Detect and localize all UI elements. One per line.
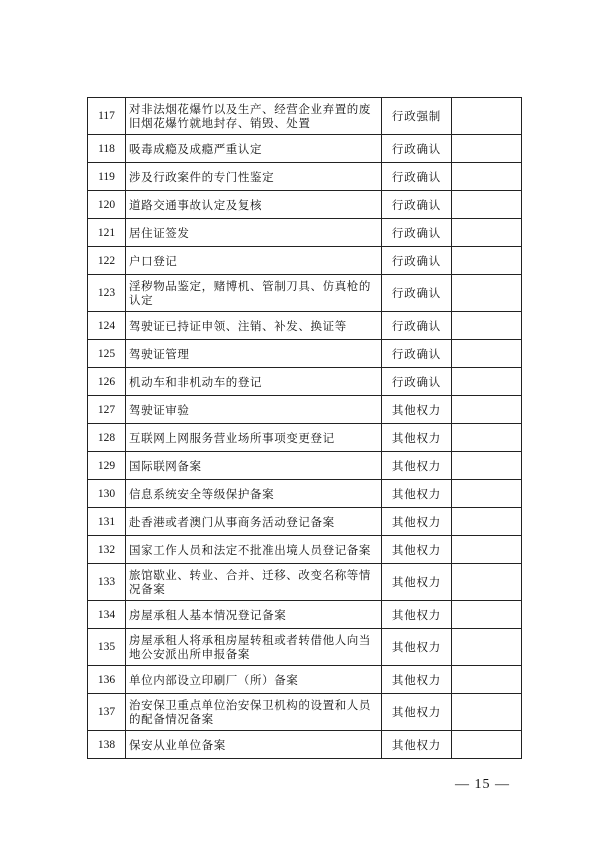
power-type: 行政确认 <box>382 219 452 247</box>
row-number: 118 <box>88 135 126 163</box>
row-number: 137 <box>88 694 126 731</box>
page-number: — 15 — <box>455 777 510 792</box>
power-type: 行政确认 <box>382 163 452 191</box>
empty-cell <box>452 396 522 424</box>
power-item-name: 国际联网备案 <box>126 452 382 480</box>
row-number: 129 <box>88 452 126 480</box>
empty-cell <box>452 275 522 312</box>
row-number: 121 <box>88 219 126 247</box>
table-row <box>88 480 522 508</box>
power-type: 其他权力 <box>382 731 452 759</box>
empty-cell <box>452 424 522 452</box>
power-type: 行政确认 <box>382 340 452 368</box>
power-item-name: 保安从业单位备案 <box>126 731 382 759</box>
empty-cell <box>452 564 522 601</box>
row-number: 132 <box>88 536 126 564</box>
table-row <box>88 368 522 396</box>
row-number: 119 <box>88 163 126 191</box>
empty-cell <box>452 508 522 536</box>
power-type: 行政确认 <box>382 312 452 340</box>
power-type: 行政确认 <box>382 247 452 275</box>
row-number: 124 <box>88 312 126 340</box>
power-item-name: 驾驶证管理 <box>126 340 382 368</box>
empty-cell <box>452 536 522 564</box>
table-row <box>88 424 522 452</box>
row-number: 133 <box>88 564 126 601</box>
row-number: 131 <box>88 508 126 536</box>
power-item-name: 对非法烟花爆竹以及生产、经营企业弃置的废旧烟花爆竹就地封存、销毁、处置 <box>126 98 382 135</box>
power-item-name: 淫秽物品鉴定，赌博机、管制刀具、仿真枪的认定 <box>126 275 382 312</box>
power-item-name: 居住证签发 <box>126 219 382 247</box>
row-number: 127 <box>88 396 126 424</box>
empty-cell <box>452 480 522 508</box>
power-item-name: 涉及行政案件的专门性鉴定 <box>126 163 382 191</box>
table-row <box>88 219 522 247</box>
empty-cell <box>452 368 522 396</box>
power-item-name: 信息系统安全等级保护备案 <box>126 480 382 508</box>
row-number: 125 <box>88 340 126 368</box>
power-type: 行政确认 <box>382 368 452 396</box>
power-item-name: 驾驶证已持证申领、注销、补发、换证等 <box>126 312 382 340</box>
empty-cell <box>452 98 522 135</box>
table-row <box>88 340 522 368</box>
row-number: 128 <box>88 424 126 452</box>
empty-cell <box>452 163 522 191</box>
empty-cell <box>452 191 522 219</box>
table-row <box>88 396 522 424</box>
table-row <box>88 135 522 163</box>
power-item-name: 吸毒成瘾及成瘾严重认定 <box>126 135 382 163</box>
table-row <box>88 536 522 564</box>
row-number: 135 <box>88 629 126 666</box>
table-row <box>88 731 522 759</box>
power-type: 其他权力 <box>382 508 452 536</box>
power-item-name: 机动车和非机动车的登记 <box>126 368 382 396</box>
empty-cell <box>452 247 522 275</box>
empty-cell <box>452 219 522 247</box>
power-type: 其他权力 <box>382 629 452 666</box>
power-type: 行政强制 <box>382 98 452 135</box>
power-item-name: 驾驶证审验 <box>126 396 382 424</box>
power-list-table <box>87 97 522 759</box>
power-item-name: 道路交通事故认定及复核 <box>126 191 382 219</box>
table-row <box>88 666 522 694</box>
table-row <box>88 601 522 629</box>
empty-cell <box>452 135 522 163</box>
empty-cell <box>452 601 522 629</box>
power-item-name: 国家工作人员和法定不批准出境人员登记备案 <box>126 536 382 564</box>
empty-cell <box>452 731 522 759</box>
empty-cell <box>452 452 522 480</box>
table-row <box>88 508 522 536</box>
empty-cell <box>452 629 522 666</box>
table-row <box>88 312 522 340</box>
table-body <box>88 98 522 759</box>
table-row <box>88 564 522 601</box>
power-type: 其他权力 <box>382 601 452 629</box>
table-row <box>88 452 522 480</box>
power-item-name: 户口登记 <box>126 247 382 275</box>
empty-cell <box>452 666 522 694</box>
power-item-name: 旅馆歇业、转业、合并、迁移、改变名称等情况备案 <box>126 564 382 601</box>
power-type: 行政确认 <box>382 275 452 312</box>
power-type: 其他权力 <box>382 424 452 452</box>
row-number: 130 <box>88 480 126 508</box>
table-row <box>88 247 522 275</box>
power-type: 其他权力 <box>382 666 452 694</box>
row-number: 134 <box>88 601 126 629</box>
row-number: 126 <box>88 368 126 396</box>
power-item-name: 治安保卫重点单位治安保卫机构的设置和人员的配备情况备案 <box>126 694 382 731</box>
table-row <box>88 98 522 135</box>
power-type: 其他权力 <box>382 452 452 480</box>
row-number: 120 <box>88 191 126 219</box>
power-type: 其他权力 <box>382 536 452 564</box>
table-row <box>88 629 522 666</box>
row-number: 117 <box>88 98 126 135</box>
row-number: 138 <box>88 731 126 759</box>
power-item-name: 互联网上网服务营业场所事项变更登记 <box>126 424 382 452</box>
power-type: 行政确认 <box>382 191 452 219</box>
empty-cell <box>452 340 522 368</box>
power-type: 其他权力 <box>382 396 452 424</box>
row-number: 123 <box>88 275 126 312</box>
empty-cell <box>452 694 522 731</box>
row-number: 136 <box>88 666 126 694</box>
power-type: 其他权力 <box>382 480 452 508</box>
power-item-name: 房屋承租人将承租房屋转租或者转借他人向当地公安派出所申报备案 <box>126 629 382 666</box>
table-row <box>88 275 522 312</box>
empty-cell <box>452 312 522 340</box>
power-item-name: 单位内部设立印刷厂（所）备案 <box>126 666 382 694</box>
power-item-name: 房屋承租人基本情况登记备案 <box>126 601 382 629</box>
power-type: 其他权力 <box>382 694 452 731</box>
power-item-name: 赴香港或者澳门从事商务活动登记备案 <box>126 508 382 536</box>
table-row <box>88 191 522 219</box>
power-type: 行政确认 <box>382 135 452 163</box>
table-row <box>88 694 522 731</box>
row-number: 122 <box>88 247 126 275</box>
power-type: 其他权力 <box>382 564 452 601</box>
table-row <box>88 163 522 191</box>
